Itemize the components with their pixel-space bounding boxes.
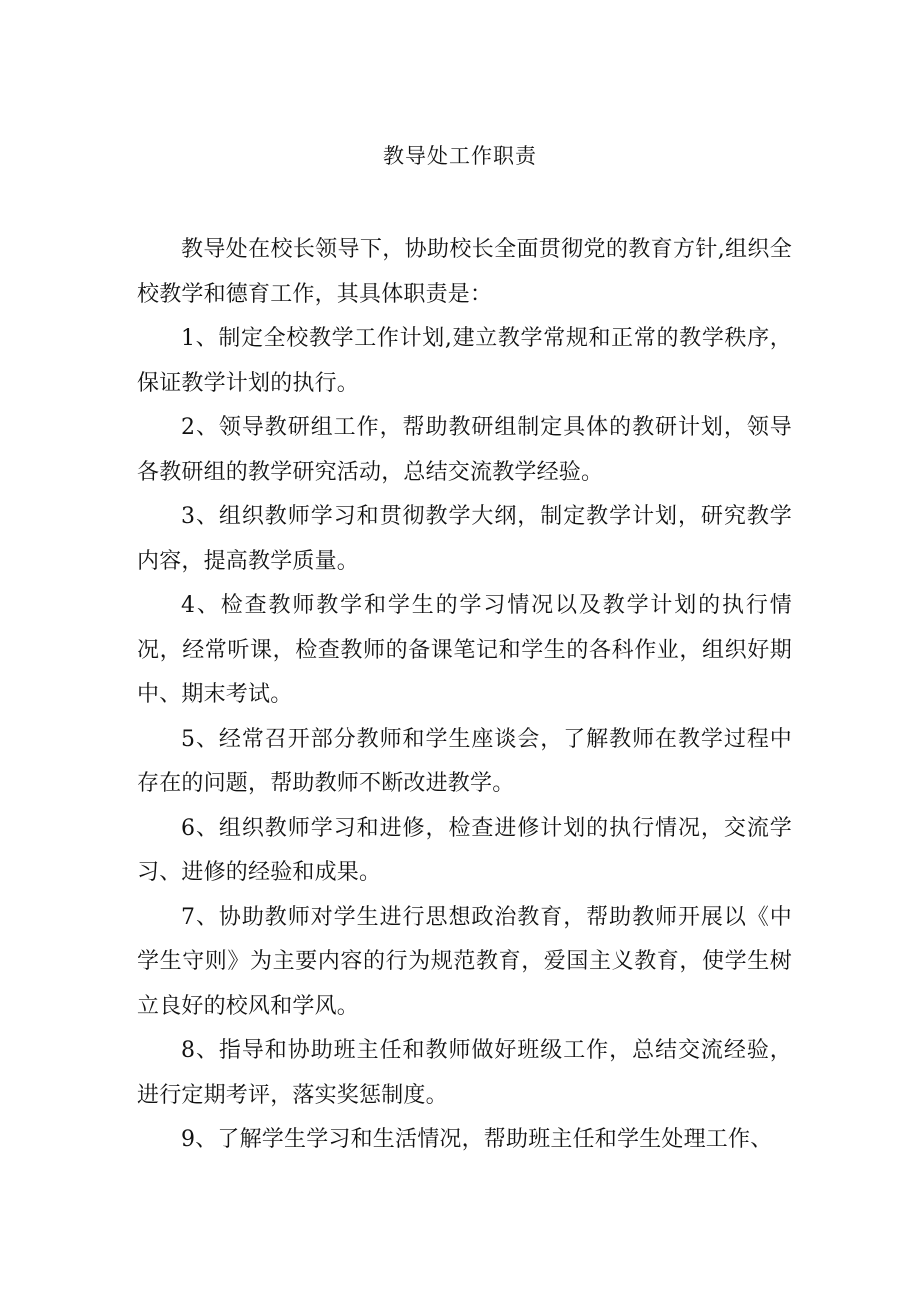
paragraph-item-2: 2、领导教研组工作，帮助教研组制定具体的教研计划，领导各教研组的教学研究活动，总结交流教学经验。 [137, 415, 792, 485]
paragraph-item-3: 3、组织教师学习和贯彻教学大纲，制定教学计划，研究教学内容，提高教学质量。 [137, 504, 792, 574]
paragraph-item-9: 9、了解学生学习和生活情况，帮助班主任和学生处理工作、 [181, 1127, 773, 1152]
paragraph-item-4: 4、检查教师教学和学生的学习情况以及教学计划的执行情况，经常听课，检查教师的备课笔记和学生的各科作业，组织好期中、期末考试。 [137, 593, 792, 707]
paragraph-item-7: 7、协助教师对学生进行思想政治教育，帮助教师开展以《中学生守则》为主要内容的行为规范教育，爱国主义教育，使学生树立良好的校风和学风。 [137, 904, 792, 1019]
page-title: 教导处工作职责 [383, 144, 537, 168]
paragraph-item-6: 6、组织教师学习和进修，检查进修计划的执行情况，交流学习、进修的经验和成果。 [137, 815, 792, 885]
paragraph-intro: 教导处在校长领导下，协助校长全面贯彻党的教育方针,组织全校教学和德育工作，其具体职责是： [137, 237, 792, 307]
paragraph-item-1: 1、制定全校教学工作计划,建立教学常规和正常的教学秩序，保证教学计划的执行。 [137, 326, 792, 396]
paragraph-item-5: 5、经常召开部分教师和学生座谈会，了解教师在教学过程中存在的问题，帮助教师不断改进教学。 [137, 726, 792, 796]
document-body [137, 228, 792, 1163]
paragraph-item-8: 8、指导和协助班主任和教师做好班级工作，总结交流经验，进行定期考评，落实奖惩制度。 [137, 1038, 792, 1108]
